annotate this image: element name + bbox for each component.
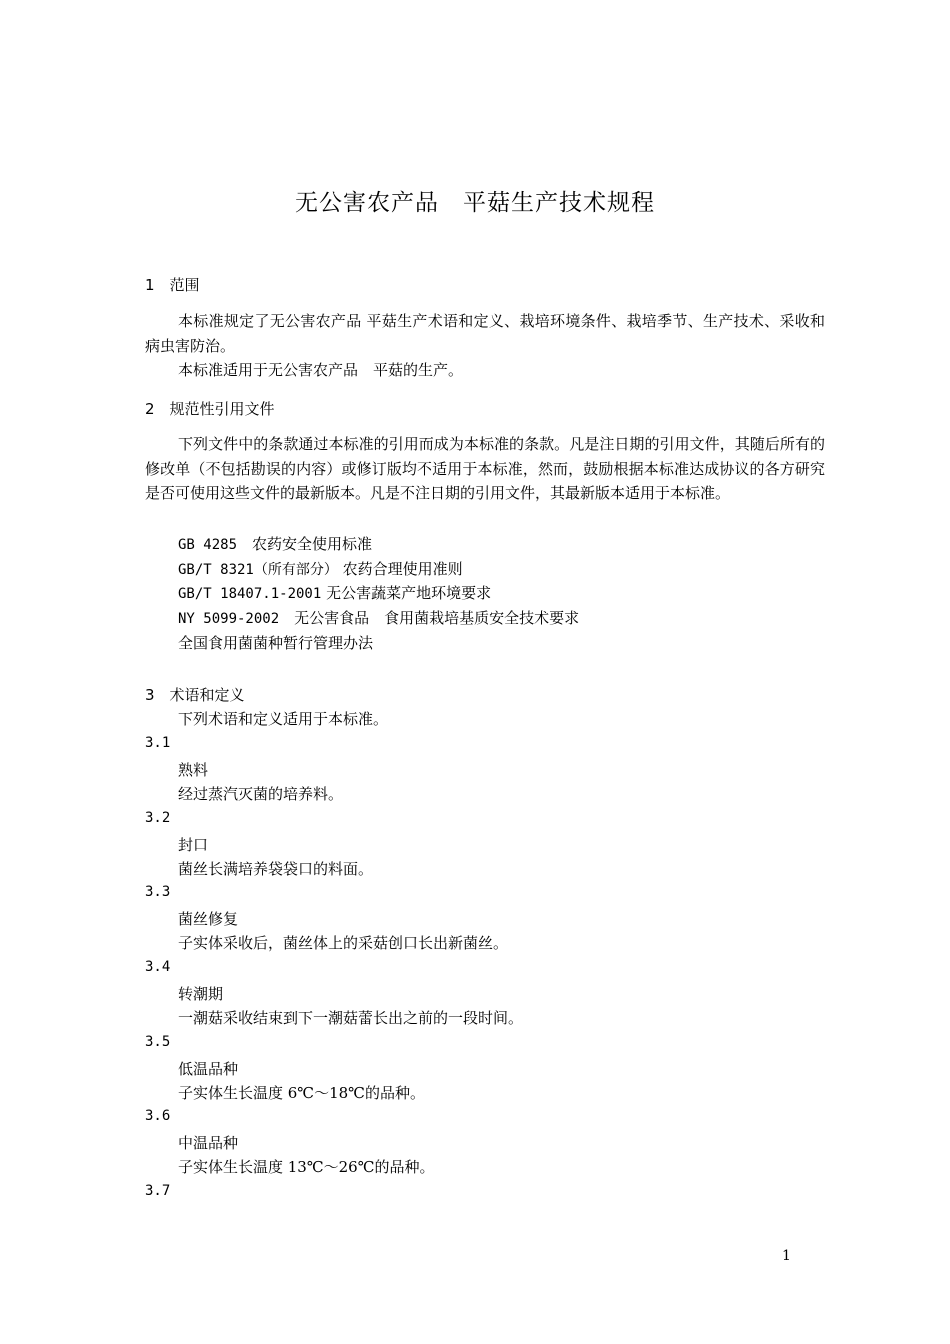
term-number: 3.4 [145,959,171,975]
term-definition: 菌丝长满培养袋袋口的料面。 [178,860,374,878]
term-number: 3.6 [145,1108,171,1124]
reference-code: NY 5099-2002 [178,611,280,627]
document-title: 无公害农产品 平菇生产技术规程 [295,190,655,216]
term-number: 3.3 [145,884,171,900]
term-name: 封口 [178,836,209,854]
term-definition: 子实体采收后，菌丝体上的采菇创口长出新菌丝。 [178,934,509,952]
term-name: 菌丝修复 [178,910,239,928]
section-3-intro: 下列术语和定义适用于本标准。 [178,710,389,728]
term-number: 3.5 [145,1034,171,1050]
term-definition: 子实体生长温度 6℃～18℃的品种。 [178,1084,425,1102]
reference-name: 无公害蔬菜产地环境要求 [326,584,492,602]
section-1-paragraph-1: 本标准规定了无公害农产品 平菇生产术语和定义、栽培环境条件、栽培季节、生产技术、采收和病虫害防治。 [145,312,825,355]
reference-code: GB 4285 [178,537,238,553]
term-number: 3.2 [145,810,171,826]
reference-item: 全国食用菌菌种暂行管理办法 [178,634,374,652]
reference-item [178,532,372,557]
reference-item [178,581,491,606]
reference-code: GB/T 8321（所有部分） [178,562,338,578]
term-name: 转潮期 [178,985,224,1003]
section-2-paragraph-1: 下列文件中的条款通过本标准的引用而成为本标准的条款。凡是注日期的引用文件，其随后所有的修改单（不包括勘误的内容）或修订版均不适用于本标准，然而，鼓励根据本标准达成协议的各方研究是否可使用这些文件的最新版本。凡是不注日期的引用文件，其最新版本适用于本标准。 [145,435,825,502]
term-definition: 一潮菇采收结束到下一潮菇蕾长出之前的一段时间。 [178,1009,524,1027]
term-name: 熟料 [178,761,209,779]
reference-code: GB/T 18407.1-2001 [178,586,322,602]
term-number: 3.7 [145,1183,171,1199]
term-definition: 子实体生长温度 13℃～26℃的品种。 [178,1158,435,1176]
reference-name: 农药安全使用标准 [252,535,373,553]
term-number: 3.1 [145,735,171,751]
term-definition: 经过蒸汽灭菌的培养料。 [178,785,344,803]
reference-name: 农药合理使用准则 [342,560,463,578]
reference-item [178,557,463,582]
section-3-heading: 3 术语和定义 [145,686,245,704]
term-name: 低温品种 [178,1060,239,1078]
reference-item [178,606,579,631]
section-1-heading: 1 范围 [145,276,200,294]
section-2-heading: 2 规范性引用文件 [145,400,275,418]
term-name: 中温品种 [178,1134,239,1152]
section-1-paragraph-2: 本标准适用于无公害农产品 平菇的生产。 [178,361,464,379]
page-number: 1 [782,1248,791,1264]
reference-name: 无公害食品 食用菌栽培基质安全技术要求 [294,609,580,627]
